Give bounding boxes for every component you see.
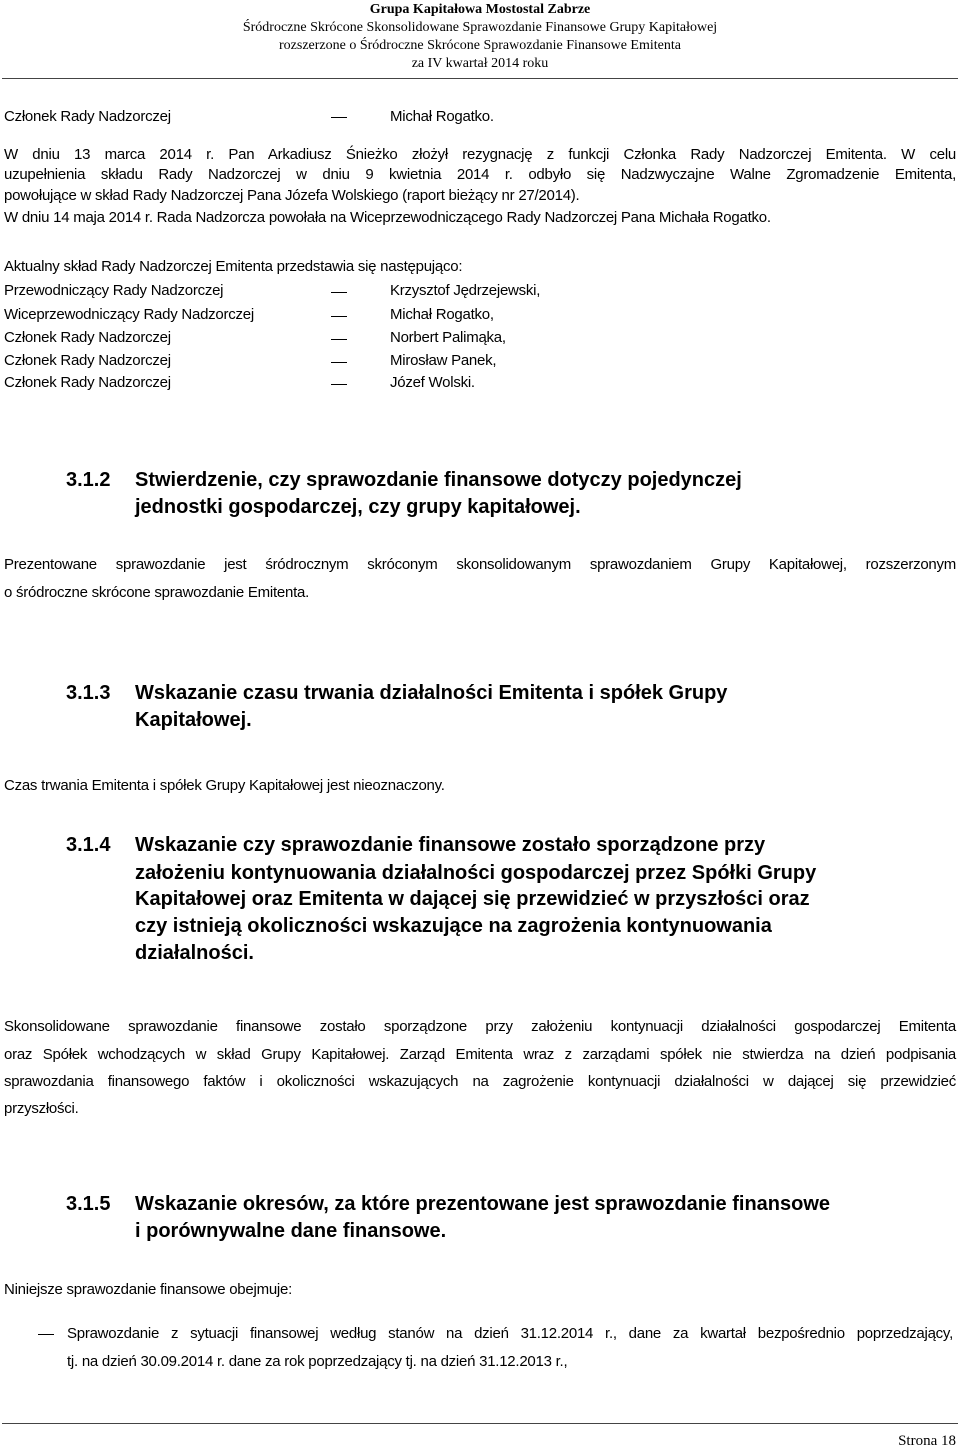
para-line: W dniu 14 maja 2014 r. Rada Nadzorcza powołała na Wiceprzewodniczącego Rady Nadzorczej Pana Michała Rogatko.: [4, 209, 771, 226]
footer-rule: [2, 1423, 958, 1424]
board-role: Przewodniczący Rady Nadzorczej: [4, 282, 224, 299]
board-name: Józef Wolski.: [390, 374, 475, 391]
section-title: Wskazanie czasu trwania działalności Emitenta i spółek Grupy: [135, 682, 728, 704]
para-line: Czas trwania Emitenta i spółek Grupy Kapitałowej jest nieoznaczony.: [4, 777, 445, 794]
member-name: Michał Rogatko.: [390, 108, 494, 125]
section-title: czy istnieją okoliczności wskazujące na zagrożenia kontynuowania: [135, 915, 772, 937]
para-line: powołujące w skład Rady Nadzorczej Pana Józefa Wolskiego (raport bieżący nr 27/2014).: [4, 187, 580, 204]
para-line: oraz Spółek wchodzących w skład Grupy Kapitałowej. Zarząd Emitenta wraz z zarządami spółek nie stwierdza na dzień podpisania: [4, 1046, 956, 1063]
header-rule: [2, 78, 958, 79]
board-role: Członek Rady Nadzorczej: [4, 329, 171, 346]
para-line: sprawozdania finansowego faktów i okoliczności wskazujących na zagrożenie kontynuacji działalności w dającej się przewidzieć: [4, 1073, 956, 1090]
para-line: przyszłości.: [4, 1100, 79, 1117]
para-line: Skonsolidowane sprawozdanie finansowe zostało sporządzone przy założeniu kontynuacji działalności gospodarczej Emitenta: [4, 1018, 956, 1035]
dash: [331, 384, 347, 385]
board-name: Mirosław Panek,: [390, 352, 497, 369]
section-title: Wskazanie okresów, za które prezentowane jest sprawozdanie finansowe: [135, 1193, 831, 1215]
board-role: Członek Rady Nadzorczej: [4, 352, 171, 369]
dash: [331, 339, 347, 340]
section-title: Kapitałowej.: [135, 709, 252, 731]
section-title: i porównywalne dane finansowe.: [135, 1220, 447, 1242]
para-line: W dniu 13 marca 2014 r. Pan Arkadiusz Śnieżko złożył rezygnację z funkcji Członka Rady Nadzorczej Emitenta. W celu: [4, 146, 956, 163]
section-number: 3.1.5: [66, 1193, 111, 1215]
board-role: Wiceprzewodniczący Rady Nadzorczej: [4, 306, 254, 323]
section-title: Kapitałowej oraz Emitenta w dającej się przewidzieć w przyszłości oraz: [135, 888, 810, 910]
member-role: Członek Rady Nadzorczej: [4, 108, 171, 125]
para-line: uzupełnienia składu Rady Nadzorczej w dniu 9 kwietnia 2014 r. odbyło się Nadzwyczajne Walne Zgromadzenie Emitenta,: [4, 166, 956, 183]
section-title: działalności.: [135, 942, 254, 964]
dash: [331, 362, 347, 363]
board-name: Norbert Palimąka,: [390, 329, 506, 346]
header-line-3: rozszerzone o Śródroczne Skrócone Sprawozdanie Finansowe Emitenta: [279, 38, 681, 53]
header-line-2: Śródroczne Skrócone Skonsolidowane Sprawozdanie Finansowe Grupy Kapitałowej: [242, 20, 718, 35]
section-title: Stwierdzenie, czy sprawozdanie finansowe dotyczy pojedynczej: [135, 469, 742, 491]
para-line: o śródroczne skrócone sprawozdanie Emitenta.: [4, 584, 309, 601]
dash: [331, 117, 347, 118]
board-name: Michał Rogatko,: [390, 306, 494, 323]
dash: [331, 316, 347, 317]
section-title: jednostki gospodarczej, czy grupy kapitałowej.: [135, 496, 581, 518]
section-title: Wskazanie czy sprawozdanie finansowe zostało sporządzone przy: [135, 834, 766, 856]
list-item-line: Sprawozdanie z sytuacji finansowej według stanów na dzień 31.12.2014 r., dane za kwartał bezpośrednio poprzedzający,: [67, 1325, 953, 1342]
section-number: 3.1.3: [66, 682, 111, 704]
bullet-dash: [38, 1334, 54, 1335]
section-title: założeniu kontynuowania działalności gospodarczej przez Spółki Grupy: [135, 862, 817, 884]
board-intro: Aktualny skład Rady Nadzorczej Emitenta przedstawia się następująco:: [4, 258, 463, 275]
list-item-line: tj. na dzień 30.09.2014 r. dane za rok poprzedzający tj. na dzień 31.12.2013 r.,: [67, 1353, 568, 1370]
board-name: Krzysztof Jędrzejewski,: [390, 282, 541, 299]
list-intro: Niniejsze sprawozdanie finansowe obejmuje:: [4, 1281, 292, 1298]
board-role: Członek Rady Nadzorczej: [4, 374, 171, 391]
header-line-4: za IV kwartał 2014 roku: [411, 56, 549, 71]
section-number: 3.1.4: [66, 834, 111, 856]
page-number: Strona 18: [898, 1433, 956, 1449]
dash: [331, 292, 347, 293]
para-line: Prezentowane sprawozdanie jest śródrocznym skróconym skonsolidowanym sprawozdaniem Grupy Kapitałowej, rozszerzonym: [4, 556, 956, 573]
header-company: Grupa Kapitałowa Mostostal Zabrze: [369, 2, 591, 17]
section-number: 3.1.2: [66, 469, 111, 491]
